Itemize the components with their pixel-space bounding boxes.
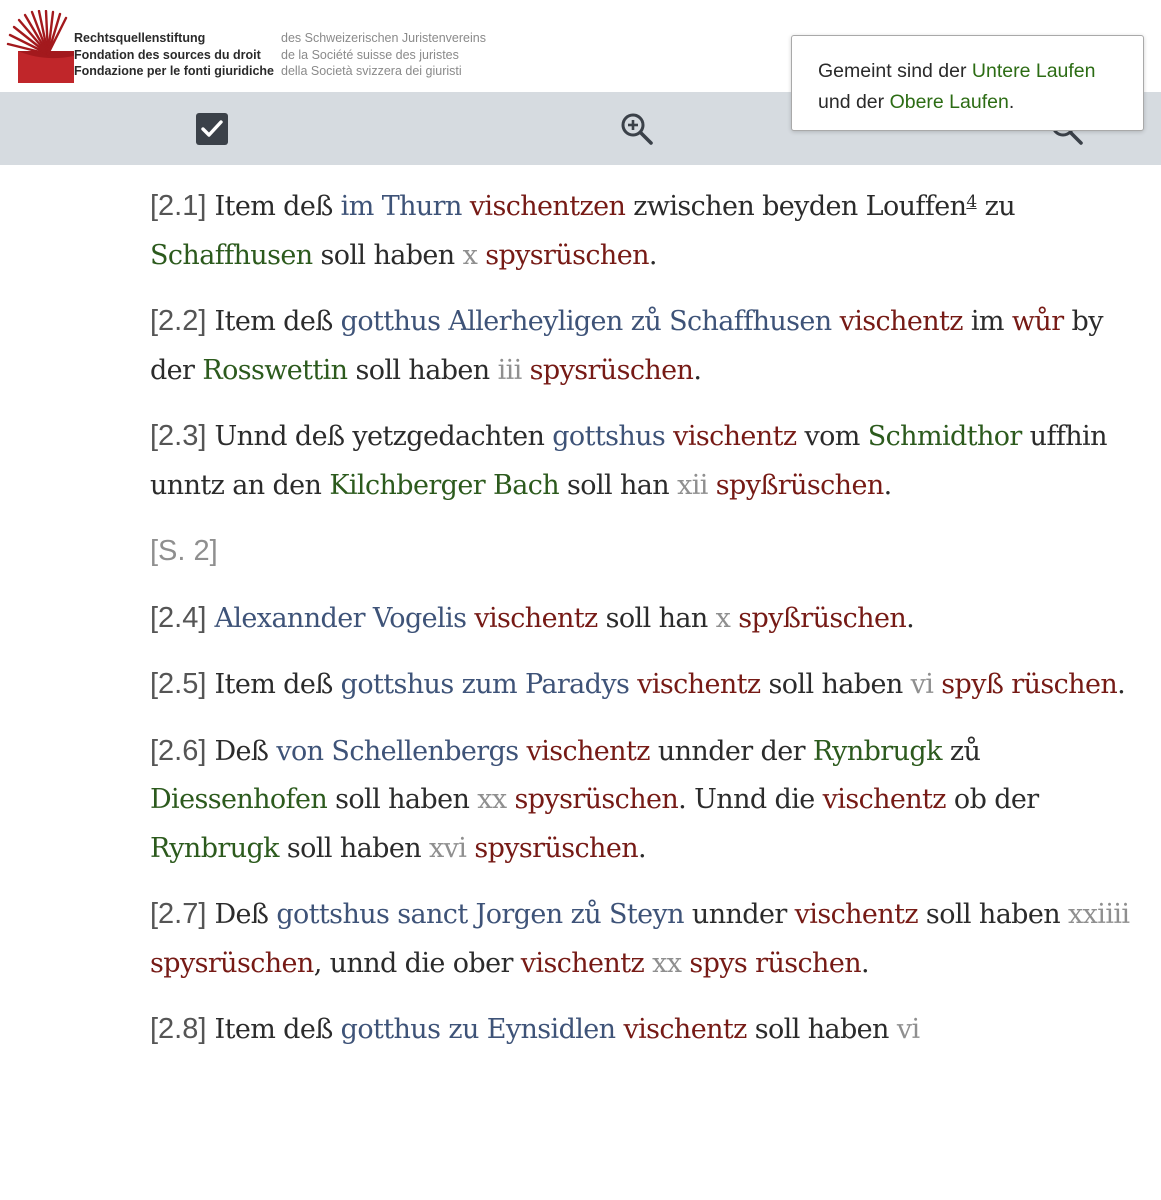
organization-entity[interactable]: vischentz bbox=[474, 602, 598, 634]
place-entity[interactable]: Diessenhofen bbox=[150, 784, 328, 815]
org-subtitle-de: des Schweizerischen Juristenvereins bbox=[281, 31, 486, 45]
paragraph-number: [2.8] bbox=[150, 1013, 215, 1045]
place-entity[interactable]: Rynbrugk bbox=[812, 735, 942, 767]
zoom-in-button[interactable] bbox=[615, 92, 659, 165]
org-name-de: Rechtsquellenstiftung bbox=[74, 31, 206, 45]
organization-entity[interactable]: spysrüschen bbox=[474, 832, 638, 864]
organization-entity[interactable]: wůr bbox=[1011, 306, 1064, 337]
paragraph bbox=[150, 660, 1135, 710]
paragraph bbox=[150, 527, 1135, 577]
organization-entity[interactable]: vischentz bbox=[637, 669, 761, 700]
organization-entity[interactable]: vischentzen bbox=[469, 191, 626, 222]
person-entity[interactable]: gottshus bbox=[552, 421, 666, 452]
checkbox-checked-icon bbox=[195, 112, 229, 146]
organization-entity[interactable]: spysrüschen bbox=[529, 354, 694, 386]
person-entity[interactable]: gotthus Allerheyligen zů Schaffhusen bbox=[340, 306, 832, 337]
page-break-marker: [S. 2] bbox=[150, 535, 218, 567]
text-run bbox=[462, 191, 470, 222]
numeral: xvi bbox=[429, 832, 467, 864]
org-name-fr: Fondation des sources du droit bbox=[74, 47, 261, 62]
tooltip-link-obere-laufen[interactable]: Obere Laufen bbox=[889, 91, 1009, 113]
paragraph bbox=[150, 890, 1135, 988]
organization-entity[interactable]: spysrüschen bbox=[150, 947, 314, 979]
org-subtitle-it: della Società svizzera dei giuristi bbox=[281, 64, 462, 78]
organization-entity[interactable]: spyß rüschen bbox=[941, 669, 1118, 700]
footnote-tooltip bbox=[791, 35, 1144, 131]
org-subtitle-block bbox=[281, 30, 486, 80]
organization-entity[interactable]: vischentz bbox=[839, 306, 963, 337]
text-run bbox=[519, 736, 527, 767]
organization-entity[interactable]: vischentz bbox=[520, 947, 645, 979]
text-run: soll haben bbox=[327, 784, 478, 815]
paragraph bbox=[150, 182, 1135, 280]
numeral: vi bbox=[896, 1014, 920, 1045]
text-run: Item deß bbox=[214, 191, 341, 222]
text-run: . bbox=[861, 947, 869, 979]
text-run: . bbox=[906, 602, 915, 634]
tooltip-text-1: Gemeint sind der bbox=[818, 60, 972, 82]
organization-entity[interactable]: spysrüschen bbox=[514, 784, 679, 815]
paragraph-number: [2.6] bbox=[150, 734, 215, 767]
numeral: xxiiii bbox=[1068, 899, 1130, 930]
text-run: , unnd die ober bbox=[313, 947, 521, 979]
organization-entity[interactable]: vischentz bbox=[526, 735, 650, 767]
text-run: . bbox=[638, 832, 646, 864]
rechtsquellen-logo[interactable] bbox=[4, 10, 76, 84]
person-entity[interactable]: gottshus zum Paradys bbox=[340, 669, 630, 700]
person-entity[interactable]: von Schellenbergs bbox=[276, 735, 519, 767]
text-run: . Unnd die bbox=[678, 784, 823, 815]
tooltip-text-2: und der bbox=[818, 91, 890, 113]
text-run: zwischen beyden Louffen bbox=[625, 191, 967, 222]
text-run bbox=[708, 470, 716, 501]
text-run: . bbox=[883, 469, 892, 501]
text-run: soll haben bbox=[278, 832, 429, 864]
tooltip-text-3: . bbox=[1008, 91, 1015, 113]
text-run: soll han bbox=[597, 602, 716, 634]
paragraph bbox=[150, 1005, 1135, 1055]
text-run: soll haben bbox=[760, 669, 911, 700]
text-run: soll haben bbox=[917, 899, 1069, 930]
text-run: soll han bbox=[559, 469, 678, 501]
text-run: zu bbox=[976, 191, 1016, 222]
text-run: Item deß bbox=[214, 306, 341, 337]
numeral: xx bbox=[477, 784, 507, 815]
text-run bbox=[832, 306, 840, 337]
paragraph-number: [2.1] bbox=[150, 190, 215, 222]
org-name-block bbox=[74, 30, 274, 80]
text-run: Deß bbox=[214, 735, 277, 767]
text-run: . bbox=[1117, 669, 1126, 700]
numeral: x bbox=[715, 602, 731, 634]
text-run: ob der bbox=[945, 784, 1039, 815]
person-entity[interactable]: gotthus zu Eynsidlen bbox=[340, 1014, 616, 1045]
text-run bbox=[522, 355, 530, 386]
text-run: unnder der bbox=[649, 735, 813, 767]
place-entity[interactable]: Schaffhusen bbox=[150, 239, 313, 271]
text-run: im bbox=[962, 306, 1012, 337]
document-text bbox=[150, 182, 1135, 1072]
text-run: vom bbox=[796, 421, 868, 452]
paragraph-number: [2.5] bbox=[150, 668, 215, 700]
tooltip-link-untere-laufen[interactable]: Untere Laufen bbox=[971, 60, 1096, 82]
place-entity[interactable]: Kilchberger Bach bbox=[329, 469, 560, 501]
text-run: Deß bbox=[214, 899, 277, 930]
text-run: unnder bbox=[683, 899, 795, 930]
paragraph-number: [2.7] bbox=[150, 898, 215, 930]
text-run bbox=[477, 240, 485, 271]
text-run: soll haben bbox=[746, 1014, 897, 1045]
organization-entity[interactable]: spyßrüschen bbox=[715, 469, 884, 501]
numeral: vi bbox=[910, 669, 934, 700]
zoom-in-icon bbox=[619, 111, 655, 147]
place-entity[interactable]: Rynbrugk bbox=[150, 832, 279, 864]
text-run: by der bbox=[150, 306, 1103, 386]
numeral: iii bbox=[497, 354, 522, 386]
footnote-ref[interactable]: 4 bbox=[966, 192, 977, 212]
text-run: Item deß bbox=[214, 1014, 341, 1045]
person-entity[interactable]: Alexannder Vogelis bbox=[214, 602, 467, 634]
place-entity[interactable]: Schmidthor bbox=[867, 421, 1022, 452]
text-run: Unnd deß yetzgedachten bbox=[214, 421, 553, 452]
text-run bbox=[644, 948, 652, 979]
checkbox-toggle-button[interactable] bbox=[190, 92, 234, 165]
person-entity[interactable]: gottshus sanct Jorgen zů Steyn bbox=[276, 899, 684, 930]
paragraph-number: [2.2] bbox=[150, 305, 215, 337]
paragraph bbox=[150, 594, 1135, 644]
text-run: Item deß bbox=[214, 669, 341, 700]
organization-entity[interactable]: spysrüschen bbox=[485, 239, 649, 271]
org-name-it: Fondazione per le fonti giuridiche bbox=[74, 64, 275, 78]
person-entity[interactable]: im Thurn bbox=[340, 191, 462, 222]
paragraph-number: [2.4] bbox=[150, 601, 215, 634]
text-run bbox=[665, 421, 673, 452]
numeral: xx bbox=[652, 947, 682, 979]
text-run: soll haben bbox=[312, 239, 463, 271]
org-subtitle-fr: de la Société suisse des juristes bbox=[281, 47, 459, 62]
text-run: . bbox=[693, 354, 702, 386]
paragraph bbox=[150, 727, 1135, 874]
text-run: uffhin unntz an den bbox=[150, 421, 1107, 501]
organization-entity[interactable]: vischentz bbox=[822, 784, 946, 815]
place-entity[interactable]: Rosswettin bbox=[202, 354, 348, 386]
paragraph bbox=[150, 297, 1135, 395]
organization-entity[interactable]: vischentz bbox=[673, 421, 797, 452]
text-run: zů bbox=[941, 735, 981, 767]
numeral: x bbox=[462, 239, 478, 271]
numeral: xii bbox=[677, 469, 708, 501]
organization-entity[interactable]: vischentz bbox=[794, 899, 918, 930]
text-run: soll haben bbox=[347, 354, 498, 386]
organization-entity[interactable]: vischentz bbox=[623, 1014, 747, 1045]
paragraph-number: [2.3] bbox=[150, 420, 215, 452]
organization-entity[interactable]: spys rüschen bbox=[689, 947, 861, 979]
text-run: . bbox=[648, 239, 657, 271]
paragraph bbox=[150, 412, 1135, 510]
organization-entity[interactable]: spyßrüschen bbox=[738, 602, 907, 634]
